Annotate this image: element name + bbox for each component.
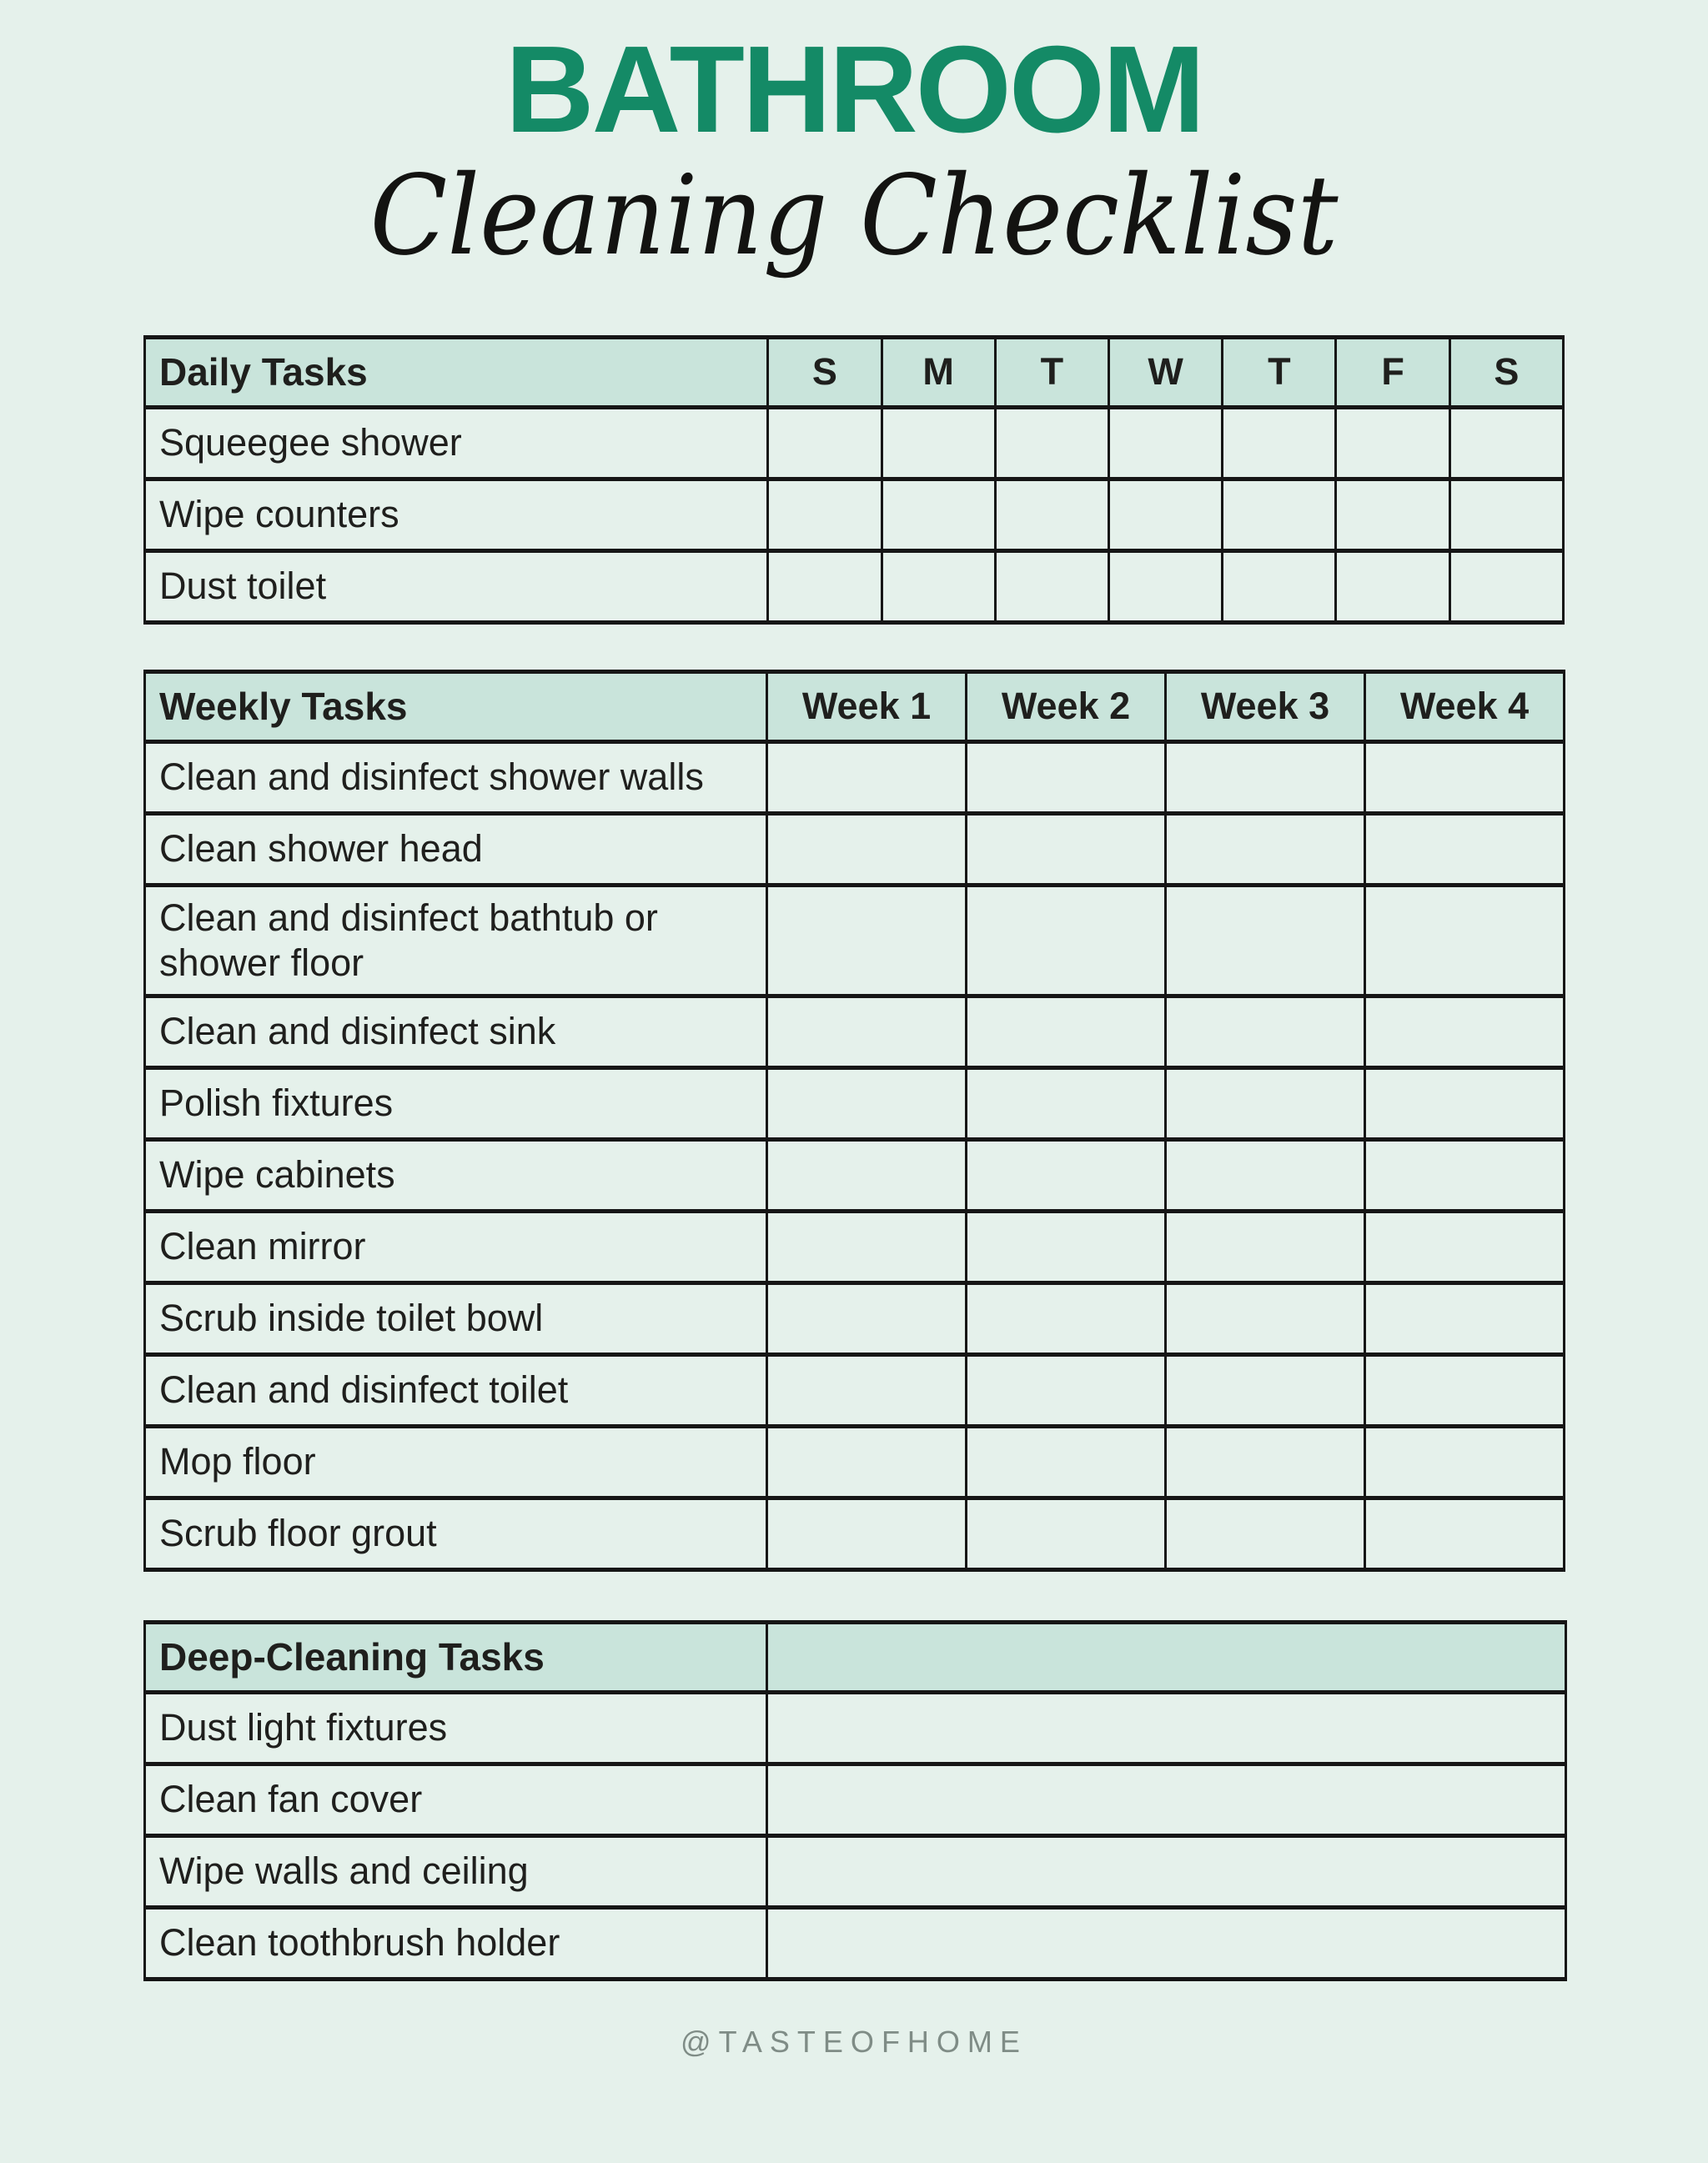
task-cell: Clean fan cover [145, 1764, 767, 1835]
check-cell [767, 1426, 967, 1498]
deep-column-header [767, 1622, 1566, 1692]
tables-container [143, 335, 1565, 1981]
check-cell [1365, 1211, 1565, 1282]
check-cell [1365, 1354, 1565, 1426]
task-cell: Scrub inside toilet bowl [145, 1282, 767, 1354]
table-row [145, 741, 1565, 813]
check-cell [1223, 407, 1336, 479]
page-subtitle: Cleaning Checklist [369, 152, 1339, 280]
daily-column-header: F [1336, 337, 1449, 407]
deep-cleaning-tasks-table [143, 1620, 1567, 1981]
check-cell [1336, 407, 1449, 479]
check-cell [1223, 479, 1336, 550]
check-cell [1166, 1282, 1365, 1354]
check-cell [767, 1907, 1566, 1979]
task-cell: Mop floor [145, 1426, 767, 1498]
task-cell: Clean and disinfect shower walls [145, 741, 767, 813]
table-row [145, 1139, 1565, 1211]
check-cell [768, 479, 882, 550]
check-cell [1166, 813, 1365, 885]
table-row [145, 1498, 1565, 1569]
daily-column-header: W [1109, 337, 1223, 407]
check-cell [995, 479, 1108, 550]
check-cell [995, 407, 1108, 479]
check-cell [1449, 479, 1563, 550]
check-cell [967, 996, 1166, 1067]
checklist-page [0, 21, 1708, 2163]
table-row [145, 996, 1565, 1067]
daily-column-header: S [1449, 337, 1563, 407]
table-row [145, 885, 1565, 996]
task-cell: Wipe counters [145, 479, 768, 550]
table-row [145, 479, 1564, 550]
check-cell [767, 1282, 967, 1354]
check-cell [1365, 1067, 1565, 1139]
table-row [145, 1354, 1565, 1426]
check-cell [967, 1354, 1166, 1426]
task-cell: Clean toothbrush holder [145, 1907, 767, 1979]
check-cell [1109, 550, 1223, 622]
check-cell [1166, 1211, 1365, 1282]
check-cell [967, 1426, 1166, 1498]
check-cell [882, 479, 995, 550]
table-row [145, 1764, 1566, 1835]
table-row [145, 1907, 1566, 1979]
table-row [145, 813, 1565, 885]
daily-tasks-table [143, 335, 1565, 625]
weekly-tasks-table [143, 670, 1565, 1572]
daily-header-label: Daily Tasks [145, 337, 768, 407]
check-cell [967, 1498, 1166, 1569]
task-cell: Dust light fixtures [145, 1692, 767, 1764]
task-cell: Clean mirror [145, 1211, 767, 1282]
task-cell: Polish fixtures [145, 1067, 767, 1139]
table-row [145, 1211, 1565, 1282]
check-cell [1109, 479, 1223, 550]
check-cell [1166, 1139, 1365, 1211]
check-cell [767, 1498, 967, 1569]
check-cell [1365, 996, 1565, 1067]
check-cell [767, 1835, 1566, 1907]
daily-column-header: M [882, 337, 995, 407]
check-cell [967, 741, 1166, 813]
task-cell: Dust toilet [145, 550, 768, 622]
deep-header-label: Deep-Cleaning Tasks [145, 1622, 767, 1692]
check-cell [882, 550, 995, 622]
check-cell [967, 1211, 1166, 1282]
check-cell [967, 813, 1166, 885]
task-cell: Clean and disinfect bathtub or shower floor [145, 885, 767, 996]
check-cell [1449, 407, 1563, 479]
weekly-column-header: Week 4 [1365, 671, 1565, 741]
check-cell [1365, 1139, 1565, 1211]
check-cell [1223, 550, 1336, 622]
check-cell [767, 1211, 967, 1282]
check-cell [767, 1692, 1566, 1764]
check-cell [1449, 550, 1563, 622]
check-cell [967, 1067, 1166, 1139]
check-cell [767, 996, 967, 1067]
weekly-header-label: Weekly Tasks [145, 671, 767, 741]
check-cell [1365, 1426, 1565, 1498]
weekly-column-header: Week 2 [967, 671, 1166, 741]
check-cell [967, 885, 1166, 996]
check-cell [767, 1354, 967, 1426]
daily-column-header: T [1223, 337, 1336, 407]
task-cell: Squeegee shower [145, 407, 768, 479]
daily-column-header: S [768, 337, 882, 407]
check-cell [1365, 813, 1565, 885]
check-cell [995, 550, 1108, 622]
task-cell: Wipe walls and ceiling [145, 1835, 767, 1907]
table-row [145, 1426, 1565, 1498]
check-cell [1166, 741, 1365, 813]
table-row [145, 1282, 1565, 1354]
check-cell [1166, 1354, 1365, 1426]
check-cell [767, 1764, 1566, 1835]
task-cell: Clean shower head [145, 813, 767, 885]
table-row [145, 1835, 1566, 1907]
task-cell: Scrub floor grout [145, 1498, 767, 1569]
table-row [145, 1067, 1565, 1139]
footer-credit: @TASTEOFHOME [681, 2024, 1027, 2059]
check-cell [967, 1139, 1166, 1211]
check-cell [1166, 1498, 1365, 1569]
check-cell [1166, 996, 1365, 1067]
check-cell [1166, 1067, 1365, 1139]
check-cell [1365, 741, 1565, 813]
check-cell [767, 1067, 967, 1139]
check-cell [1166, 885, 1365, 996]
deep-header-row [145, 1622, 1566, 1692]
check-cell [768, 550, 882, 622]
task-cell: Clean and disinfect toilet [145, 1354, 767, 1426]
table-row [145, 1692, 1566, 1764]
weekly-header-row [145, 671, 1565, 741]
table-row [145, 407, 1564, 479]
weekly-column-header: Week 1 [767, 671, 967, 741]
check-cell [768, 407, 882, 479]
weekly-column-header: Week 3 [1166, 671, 1365, 741]
check-cell [1109, 407, 1223, 479]
daily-header-row [145, 337, 1564, 407]
check-cell [882, 407, 995, 479]
check-cell [967, 1282, 1166, 1354]
page-title: BATHROOM [505, 21, 1203, 158]
task-cell: Clean and disinfect sink [145, 996, 767, 1067]
check-cell [1365, 1282, 1565, 1354]
check-cell [767, 885, 967, 996]
check-cell [767, 1139, 967, 1211]
check-cell [1166, 1426, 1365, 1498]
check-cell [767, 813, 967, 885]
task-cell: Wipe cabinets [145, 1139, 767, 1211]
table-row [145, 550, 1564, 622]
check-cell [767, 741, 967, 813]
check-cell [1336, 479, 1449, 550]
check-cell [1365, 1498, 1565, 1569]
check-cell [1336, 550, 1449, 622]
check-cell [1365, 885, 1565, 996]
daily-column-header: T [995, 337, 1108, 407]
